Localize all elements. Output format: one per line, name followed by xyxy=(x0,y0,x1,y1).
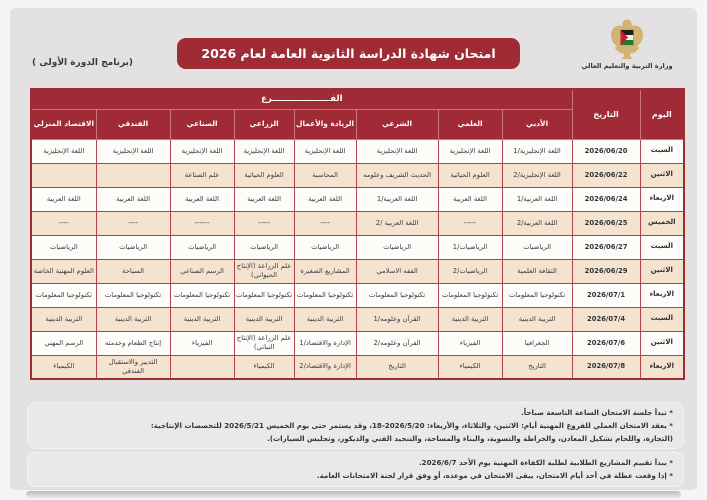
subject-cell: الرسم المهني xyxy=(31,331,96,355)
notes-box-1 xyxy=(27,402,684,449)
subject-cell: اللغة الإنجليزية xyxy=(96,139,170,163)
schedule-body xyxy=(31,139,684,379)
subject-cell: تكنولوجيا المعلومات xyxy=(502,283,572,307)
subject-cell: اللغة الإنجليزية xyxy=(234,139,294,163)
subject-cell: التربية الدينية xyxy=(170,307,234,331)
subject-cell: اللغة الإنجليزية xyxy=(438,139,502,163)
subject-cell xyxy=(31,163,96,187)
subject-cell: تكنولوجيا المعلومات xyxy=(356,283,438,307)
subject-cell: المحاسبة xyxy=(294,163,356,187)
page-title: امتحان شهادة الدراسة الثانوية العامة لعام 2026 xyxy=(177,38,520,69)
subject-cell: التدبير والاستقبال الفندقي xyxy=(96,355,170,379)
subject-cell: اللغة العربية/1 xyxy=(502,187,572,211)
table-row xyxy=(31,211,684,235)
document-card xyxy=(10,8,697,490)
day-cell: الاربعاء xyxy=(640,355,684,379)
day-cell: الاربعاء xyxy=(640,283,684,307)
subject-cell: العلوم المهنية الخاصة xyxy=(31,259,96,283)
subject-cell: اللغة العربية xyxy=(31,187,96,211)
subject-cell: الرياضيات xyxy=(294,235,356,259)
date-cell: 2026/06/25 xyxy=(572,211,640,235)
subject-cell: الرياضيات xyxy=(31,235,96,259)
day-cell: الخميس xyxy=(640,211,684,235)
subject-cell: الفيزياء xyxy=(438,331,502,355)
date-cell: 2026/07/1 xyxy=(572,283,640,307)
subject-cell: التربية الدينية xyxy=(31,307,96,331)
date-cell: 2026/07/8 xyxy=(572,355,640,379)
subject-cell: العلوم الحياتية xyxy=(438,163,502,187)
table-row xyxy=(31,139,684,163)
notes-box-2 xyxy=(27,452,684,487)
subject-cell: التربية الدينية xyxy=(234,307,294,331)
subject-cell: الرياضيات xyxy=(356,235,438,259)
subject-cell: الإدارة والاقتصاد/2 xyxy=(294,355,356,379)
subject-cell: القرآن وعلومه/1 xyxy=(356,307,438,331)
table-row xyxy=(31,283,684,307)
branch-header: العلمي xyxy=(438,109,502,139)
note-line: * يعقد الامتحان العملي للفروع المهنية أيام: الاثنين، والثلاثاء، والأربعاء: 2026/5/20-18، وقد يستمر حتى يوم الخميس 2026/5/21 للتخصصات الإنتاجية: xyxy=(150,420,673,430)
subject-cell: اللغة العربية/1 xyxy=(356,187,438,211)
note-line: * إذا وقعت عطلة في أحد أيام الامتحان، يبقى الامتحان في موعده، أو وفق قرار لجنة الامتحانات العامة. xyxy=(316,470,673,480)
subject-cell: اللغة العربية xyxy=(438,187,502,211)
subject-cell: تكنولوجيا المعلومات xyxy=(438,283,502,307)
table-row xyxy=(31,331,684,355)
subject-cell: التربية الدينية xyxy=(438,307,502,331)
branch-header: الأدبي xyxy=(502,109,572,139)
subject-cell: التربية الدينية xyxy=(294,307,356,331)
day-cell: السبت xyxy=(640,139,684,163)
subject-cell: اللغة الإنجليزية/2 xyxy=(502,163,572,187)
branch-header: الفندقي xyxy=(96,109,170,139)
date-cell: 2026/07/6 xyxy=(572,331,640,355)
subject-cell: الكيمياء xyxy=(234,355,294,379)
ministry-name: وزارة التربية والتعليم العالي xyxy=(581,62,673,70)
subject-cell: الفقه الاسلامي xyxy=(356,259,438,283)
subject-cell: الرياضيات/2 xyxy=(438,259,502,283)
subject-cell: الكيمياء xyxy=(31,355,96,379)
table-row xyxy=(31,235,684,259)
note-line: * يبدأ تقييم المشاريع الطلابية لطلبة الكفاءة المهنية يوم الأحد 2026/6/7. xyxy=(418,458,673,467)
subject-cell: تكنولوجيا المعلومات xyxy=(96,283,170,307)
day-column-header: اليوم xyxy=(640,89,684,139)
subject-cell: علم الصناعة xyxy=(170,163,234,187)
subject-cell: علم الزراعة (الإنتاج الحيواني) xyxy=(234,259,294,283)
subject-cell: اللغة العربية xyxy=(294,187,356,211)
date-cell: 2026/06/20 xyxy=(572,139,640,163)
subject-cell: اللغة الإنجليزية xyxy=(170,139,234,163)
subject-cell: تكنولوجيا المعلومات xyxy=(170,283,234,307)
day-cell: الاثنين xyxy=(640,331,684,355)
subject-cell: تكنولوجيا المعلومات xyxy=(234,283,294,307)
bottom-shadow-bar xyxy=(26,491,681,498)
subject-cell xyxy=(170,355,234,379)
subject-cell: اللغة الإنجليزية xyxy=(356,139,438,163)
subject-cell: ---- xyxy=(294,211,356,235)
subject-cell: الرياضيات xyxy=(234,235,294,259)
day-cell: السبت xyxy=(640,235,684,259)
subject-cell: إنتاج الطعام وخدمته xyxy=(96,331,170,355)
table-row xyxy=(31,163,684,187)
table-header-row-top xyxy=(31,89,684,109)
subject-cell: الرياضيات/1 xyxy=(438,235,502,259)
subject-cell: التاريخ xyxy=(356,355,438,379)
table-row xyxy=(31,187,684,211)
subject-cell: ------ xyxy=(170,211,234,235)
branch-header: الريادة والأعمال xyxy=(294,109,356,139)
subject-cell: ----- xyxy=(234,211,294,235)
date-column-header: التاريخ xyxy=(572,89,640,139)
branch-header: الاقتصاد المنزلي xyxy=(31,109,96,139)
subject-cell: اللغة العربية xyxy=(234,187,294,211)
day-cell: الاربعاء xyxy=(640,187,684,211)
branch-header: الشرعي xyxy=(356,109,438,139)
subject-cell: ---- xyxy=(96,211,170,235)
subject-cell: التربية الدينية xyxy=(502,307,572,331)
subject-cell: الإدارة والاقتصاد/1 xyxy=(294,331,356,355)
subject-cell: الثقافة العلمية xyxy=(502,259,572,283)
table-row xyxy=(31,355,684,379)
subject-cell: الرياضيات xyxy=(502,235,572,259)
date-cell: 2026/06/27 xyxy=(572,235,640,259)
day-cell: الاثنين xyxy=(640,259,684,283)
subject-cell: الحديث الشريف وعلومه xyxy=(356,163,438,187)
subject-cell: العلوم الحياتية xyxy=(234,163,294,187)
program-session-label: (برنامج الدورة الأولى ) xyxy=(32,58,134,68)
table-row xyxy=(31,307,684,331)
subject-cell: اللغة الإنجليزية/1 xyxy=(502,139,572,163)
day-cell: السبت xyxy=(640,307,684,331)
subject-cell: الكيمياء xyxy=(438,355,502,379)
date-cell: 2026/06/29 xyxy=(572,259,640,283)
subject-cell: اللغة الإنجليزية xyxy=(294,139,356,163)
exam-schedule-table xyxy=(30,88,685,380)
subject-cell: ----- xyxy=(438,211,502,235)
subject-cell: اللغة الإنجليزية xyxy=(31,139,96,163)
day-cell: الاثنين xyxy=(640,163,684,187)
palestine-eagle-emblem-icon xyxy=(575,18,679,60)
branch-group-header: الفــــــــــــــــــــرع xyxy=(31,89,572,109)
ministry-logo xyxy=(575,18,679,70)
note-line: * تبدأ جلسة الامتحان الساعة التاسعة صباحاً. xyxy=(521,408,673,417)
subject-cell: الفيزياء xyxy=(170,331,234,355)
subject-cell xyxy=(96,163,170,187)
note-line: (التجارة، واللحام تشكيل المعادن، والخراطة والتسوية، والبناء والمساحة، والتنجيد الفني والديكور، وتجليس السيارات). xyxy=(267,433,673,443)
branch-header: الزراعي xyxy=(234,109,294,139)
subject-cell: الجغرافيا xyxy=(502,331,572,355)
subject-cell: الرسم الصناعي xyxy=(170,259,234,283)
subject-cell: الرياضيات xyxy=(170,235,234,259)
date-cell: 2026/06/24 xyxy=(572,187,640,211)
subject-cell: ---- xyxy=(31,211,96,235)
subject-cell: اللغة العربية /2 xyxy=(356,211,438,235)
branch-header: الصناعي xyxy=(170,109,234,139)
subject-cell: المشاريع الصغيرة xyxy=(294,259,356,283)
subject-cell: تكنولوجيا المعلومات xyxy=(294,283,356,307)
subject-cell: التربية الدينية xyxy=(96,307,170,331)
subject-cell: الرياضيات xyxy=(96,235,170,259)
subject-cell: اللغة العربية/2 xyxy=(502,211,572,235)
subject-cell: القرآن وعلومه/2 xyxy=(356,331,438,355)
subject-cell: السياحة xyxy=(96,259,170,283)
subject-cell: تكنولوجيا المعلومات xyxy=(31,283,96,307)
subject-cell: اللغة العربية xyxy=(96,187,170,211)
subject-cell: علم الزراعة (الإنتاج النباتي) xyxy=(234,331,294,355)
subject-cell: التاريخ xyxy=(502,355,572,379)
table-row xyxy=(31,259,684,283)
subject-cell: اللغة العربية xyxy=(170,187,234,211)
date-cell: 2026/07/4 xyxy=(572,307,640,331)
date-cell: 2026/06/22 xyxy=(572,163,640,187)
